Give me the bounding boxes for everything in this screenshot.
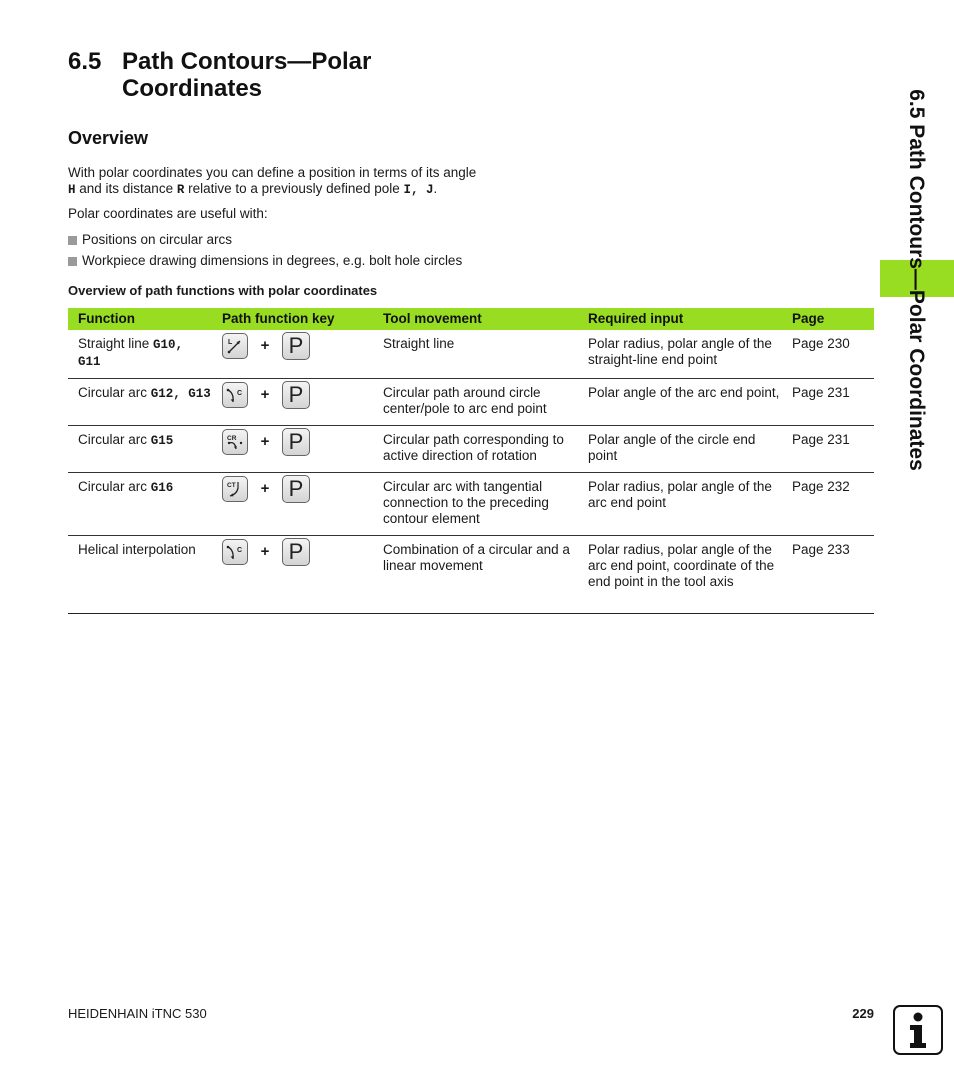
table-row: [68, 379, 874, 426]
header-tool-movement: Tool movement: [373, 308, 578, 330]
useful-paragraph: Polar coordinates are useful with:: [68, 206, 268, 221]
circle-c-key-icon: [222, 539, 248, 565]
page-cell: Page 233: [782, 536, 874, 614]
plus-sign: +: [260, 386, 270, 403]
list-item: [68, 253, 462, 274]
chapter-title-line1: Path Contours—Polar: [122, 48, 372, 75]
key-label: C: [237, 547, 243, 554]
function-text: Straight line: [78, 336, 154, 351]
circle-c-key-icon: [222, 382, 248, 408]
info-icon: [893, 1005, 943, 1055]
input-cell: Polar radius, polar angle of the arc end point, coordinate of the end point in the tool axis: [578, 536, 782, 614]
key-cell: [212, 426, 373, 473]
function-cell: [68, 426, 212, 473]
intro-text-4: .: [433, 181, 438, 196]
polar-p-key: P: [282, 538, 310, 566]
side-chapter-title-text: 6.5 Path Contours—Polar Coordinates: [905, 89, 928, 471]
intro-text-1: With polar coordinates you can define a position in terms of its angle: [68, 165, 477, 180]
bullet-list: [68, 232, 462, 274]
path-functions-table: [68, 308, 874, 614]
circle-ct-key-icon: [222, 476, 248, 502]
table-row: [68, 330, 874, 379]
key-label: CR: [227, 435, 237, 442]
polar-p-key: P: [282, 332, 310, 360]
key-cell: [212, 379, 373, 426]
table-row: [68, 536, 874, 614]
input-cell: Polar radius, polar angle of the arc end point: [578, 473, 782, 536]
function-cell: [68, 473, 212, 536]
header-path-function-key: Path function key: [212, 308, 373, 330]
function-cell: [68, 330, 212, 379]
header-function: Function: [68, 308, 212, 330]
circle-cr-key-icon: [222, 429, 248, 455]
plus-sign: +: [260, 337, 270, 354]
code-h: H: [68, 183, 76, 197]
key-label: L: [228, 339, 233, 346]
chapter-title-line2: Coordinates: [122, 75, 263, 102]
table-caption: Overview of path functions with polar coordinates: [68, 283, 378, 298]
plus-sign: +: [260, 543, 270, 560]
bullet-text: Workpiece drawing dimensions in degrees, e.g. bolt hole circles: [82, 253, 463, 268]
key-label: CT: [227, 482, 236, 489]
input-cell: Polar angle of the circle end point: [578, 426, 782, 473]
header-required-input: Required input: [578, 308, 782, 330]
function-text: Circular arc: [78, 385, 151, 400]
input-cell: Polar radius, polar angle of the straight-line end point: [578, 330, 782, 379]
movement-cell: Circular arc with tangential connection to the preceding contour element: [373, 473, 578, 536]
page-cell: Page 232: [782, 473, 874, 536]
section-title: Overview: [68, 128, 149, 148]
header-page: Page: [782, 308, 874, 330]
intro-text-3: relative to a previously defined pole: [184, 181, 404, 196]
code-ij: I, J: [403, 183, 434, 197]
function-cell: [68, 536, 212, 614]
function-code: G15: [150, 434, 174, 448]
plus-sign: +: [260, 480, 270, 497]
function-code: G12, G13: [150, 387, 211, 401]
movement-cell: Circular path around circle center/pole to arc end point: [373, 379, 578, 426]
list-item: [68, 232, 462, 253]
line-l-key-icon: [222, 333, 248, 359]
chapter-title: [68, 48, 371, 102]
key-cell: [212, 536, 373, 614]
bullet-square-icon: [68, 257, 77, 266]
table-header-row: [68, 308, 874, 330]
input-cell: Polar angle of the arc end point,: [578, 379, 782, 426]
bullet-square-icon: [68, 236, 77, 245]
intro-text-2: and its distance: [75, 181, 177, 196]
movement-cell: Straight line: [373, 330, 578, 379]
polar-p-key: P: [282, 475, 310, 503]
footer-page-number: 229: [852, 1006, 874, 1021]
code-r: R: [176, 183, 185, 197]
polar-p-key: P: [282, 381, 310, 409]
footer-product-name: HEIDENHAIN iTNC 530: [68, 1006, 207, 1021]
chapter-number: 6.5: [68, 48, 102, 75]
page-cell: Page 230: [782, 330, 874, 379]
page-cell: Page 231: [782, 379, 874, 426]
bullet-text: Positions on circular arcs: [82, 232, 233, 247]
table-row: [68, 426, 874, 473]
movement-cell: Combination of a circular and a linear movement: [373, 536, 578, 614]
side-chapter-title: [896, 50, 936, 510]
function-text: Helical interpolation: [78, 542, 196, 557]
plus-sign: +: [260, 433, 270, 450]
function-code: G10, G11: [78, 338, 184, 369]
key-cell: [212, 330, 373, 379]
movement-cell: Circular path corresponding to active direction of rotation: [373, 426, 578, 473]
function-code: G16: [150, 481, 174, 495]
function-text: Circular arc: [78, 479, 151, 494]
intro-paragraph: [68, 165, 538, 198]
table-row: [68, 473, 874, 536]
key-cell: [212, 473, 373, 536]
polar-p-key: P: [282, 428, 310, 456]
function-cell: [68, 379, 212, 426]
function-text: Circular arc: [78, 432, 151, 447]
page-cell: Page 231: [782, 426, 874, 473]
key-label: C: [237, 390, 243, 397]
